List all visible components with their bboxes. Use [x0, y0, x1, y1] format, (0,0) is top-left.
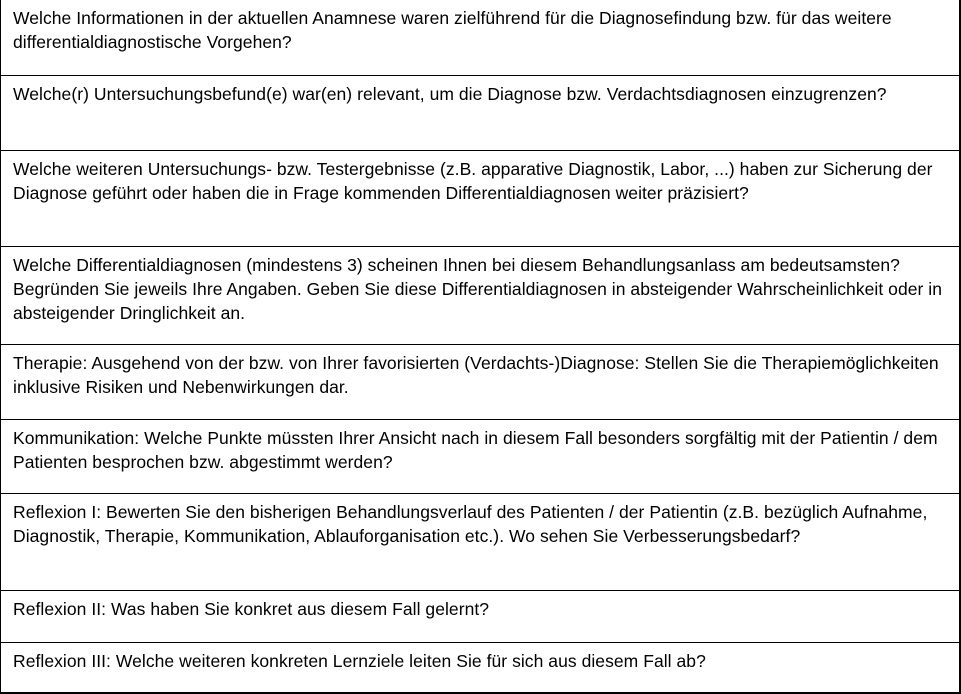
- question-text: Therapie: Ausgehend von der bzw. von Ihrer favorisierten (Verdachts-)Diagnose: Stellen Sie die Therapiemöglichkeiten inklusive Risiken und Nebenwirkungen dar.: [13, 353, 939, 397]
- question-row-reflexion-1: [1, 493, 959, 590]
- question-text: Welche Differentialdiagnosen (mindestens 3) scheinen Ihnen bei diesem Behandlungsanlass am bedeutsamsten? Begründen Sie jeweils Ihre Angaben. Geben Sie diese Differentialdiagnosen in absteigender Wahrscheinlichkeit oder in absteigender Dringlichkeit an.: [13, 255, 943, 323]
- question-text: Kommunikation: Welche Punkte müssten Ihrer Ansicht nach in diesem Fall besonders sorgfältig mit der Patientin / dem Patienten besprochen bzw. abgestimmt werden?: [13, 428, 938, 472]
- question-row-differentialdiagnosen: [1, 246, 959, 344]
- question-text: Reflexion I: Bewerten Sie den bisherigen Behandlungsverlauf des Patienten / der Patientin (z.B. bezüglich Aufnahme, Diagnostik, Therapie, Kommunikation, Ablauforganisation etc.). Wo sehen Sie Verbesserungsbedarf?: [13, 502, 928, 546]
- question-text: Reflexion III: Welche weiteren konkreten Lernziele leiten Sie für sich aus diesem Fall ab?: [13, 651, 706, 671]
- question-row-kommunikation: [1, 419, 959, 493]
- question-row-reflexion-2: [1, 590, 959, 642]
- question-text: Reflexion II: Was haben Sie konkret aus diesem Fall gelernt?: [13, 599, 490, 619]
- question-row-anamnese: [1, 0, 959, 75]
- question-text: Welche weiteren Untersuchungs- bzw. Testergebnisse (z.B. apparative Diagnostik, Labor, ...) haben zur Sicherung der Diagnose geführt oder haben die in Frage kommenden Differentialdiagnosen weiter präzisiert?: [13, 159, 933, 203]
- question-row-reflexion-3: [1, 642, 959, 694]
- question-text: Welche Informationen in der aktuellen Anamnese waren zielführend für die Diagnosefindung bzw. für das weitere differentialdiagnostische Vorgehen?: [13, 8, 892, 52]
- question-row-untersuchungsbefund: [1, 75, 959, 150]
- question-row-testergebnisse: [1, 150, 959, 246]
- question-text: Welche(r) Untersuchungsbefund(e) war(en) relevant, um die Diagnose bzw. Verdachtsdiagnosen einzugrenzen?: [13, 84, 887, 104]
- question-row-therapie: [1, 344, 959, 419]
